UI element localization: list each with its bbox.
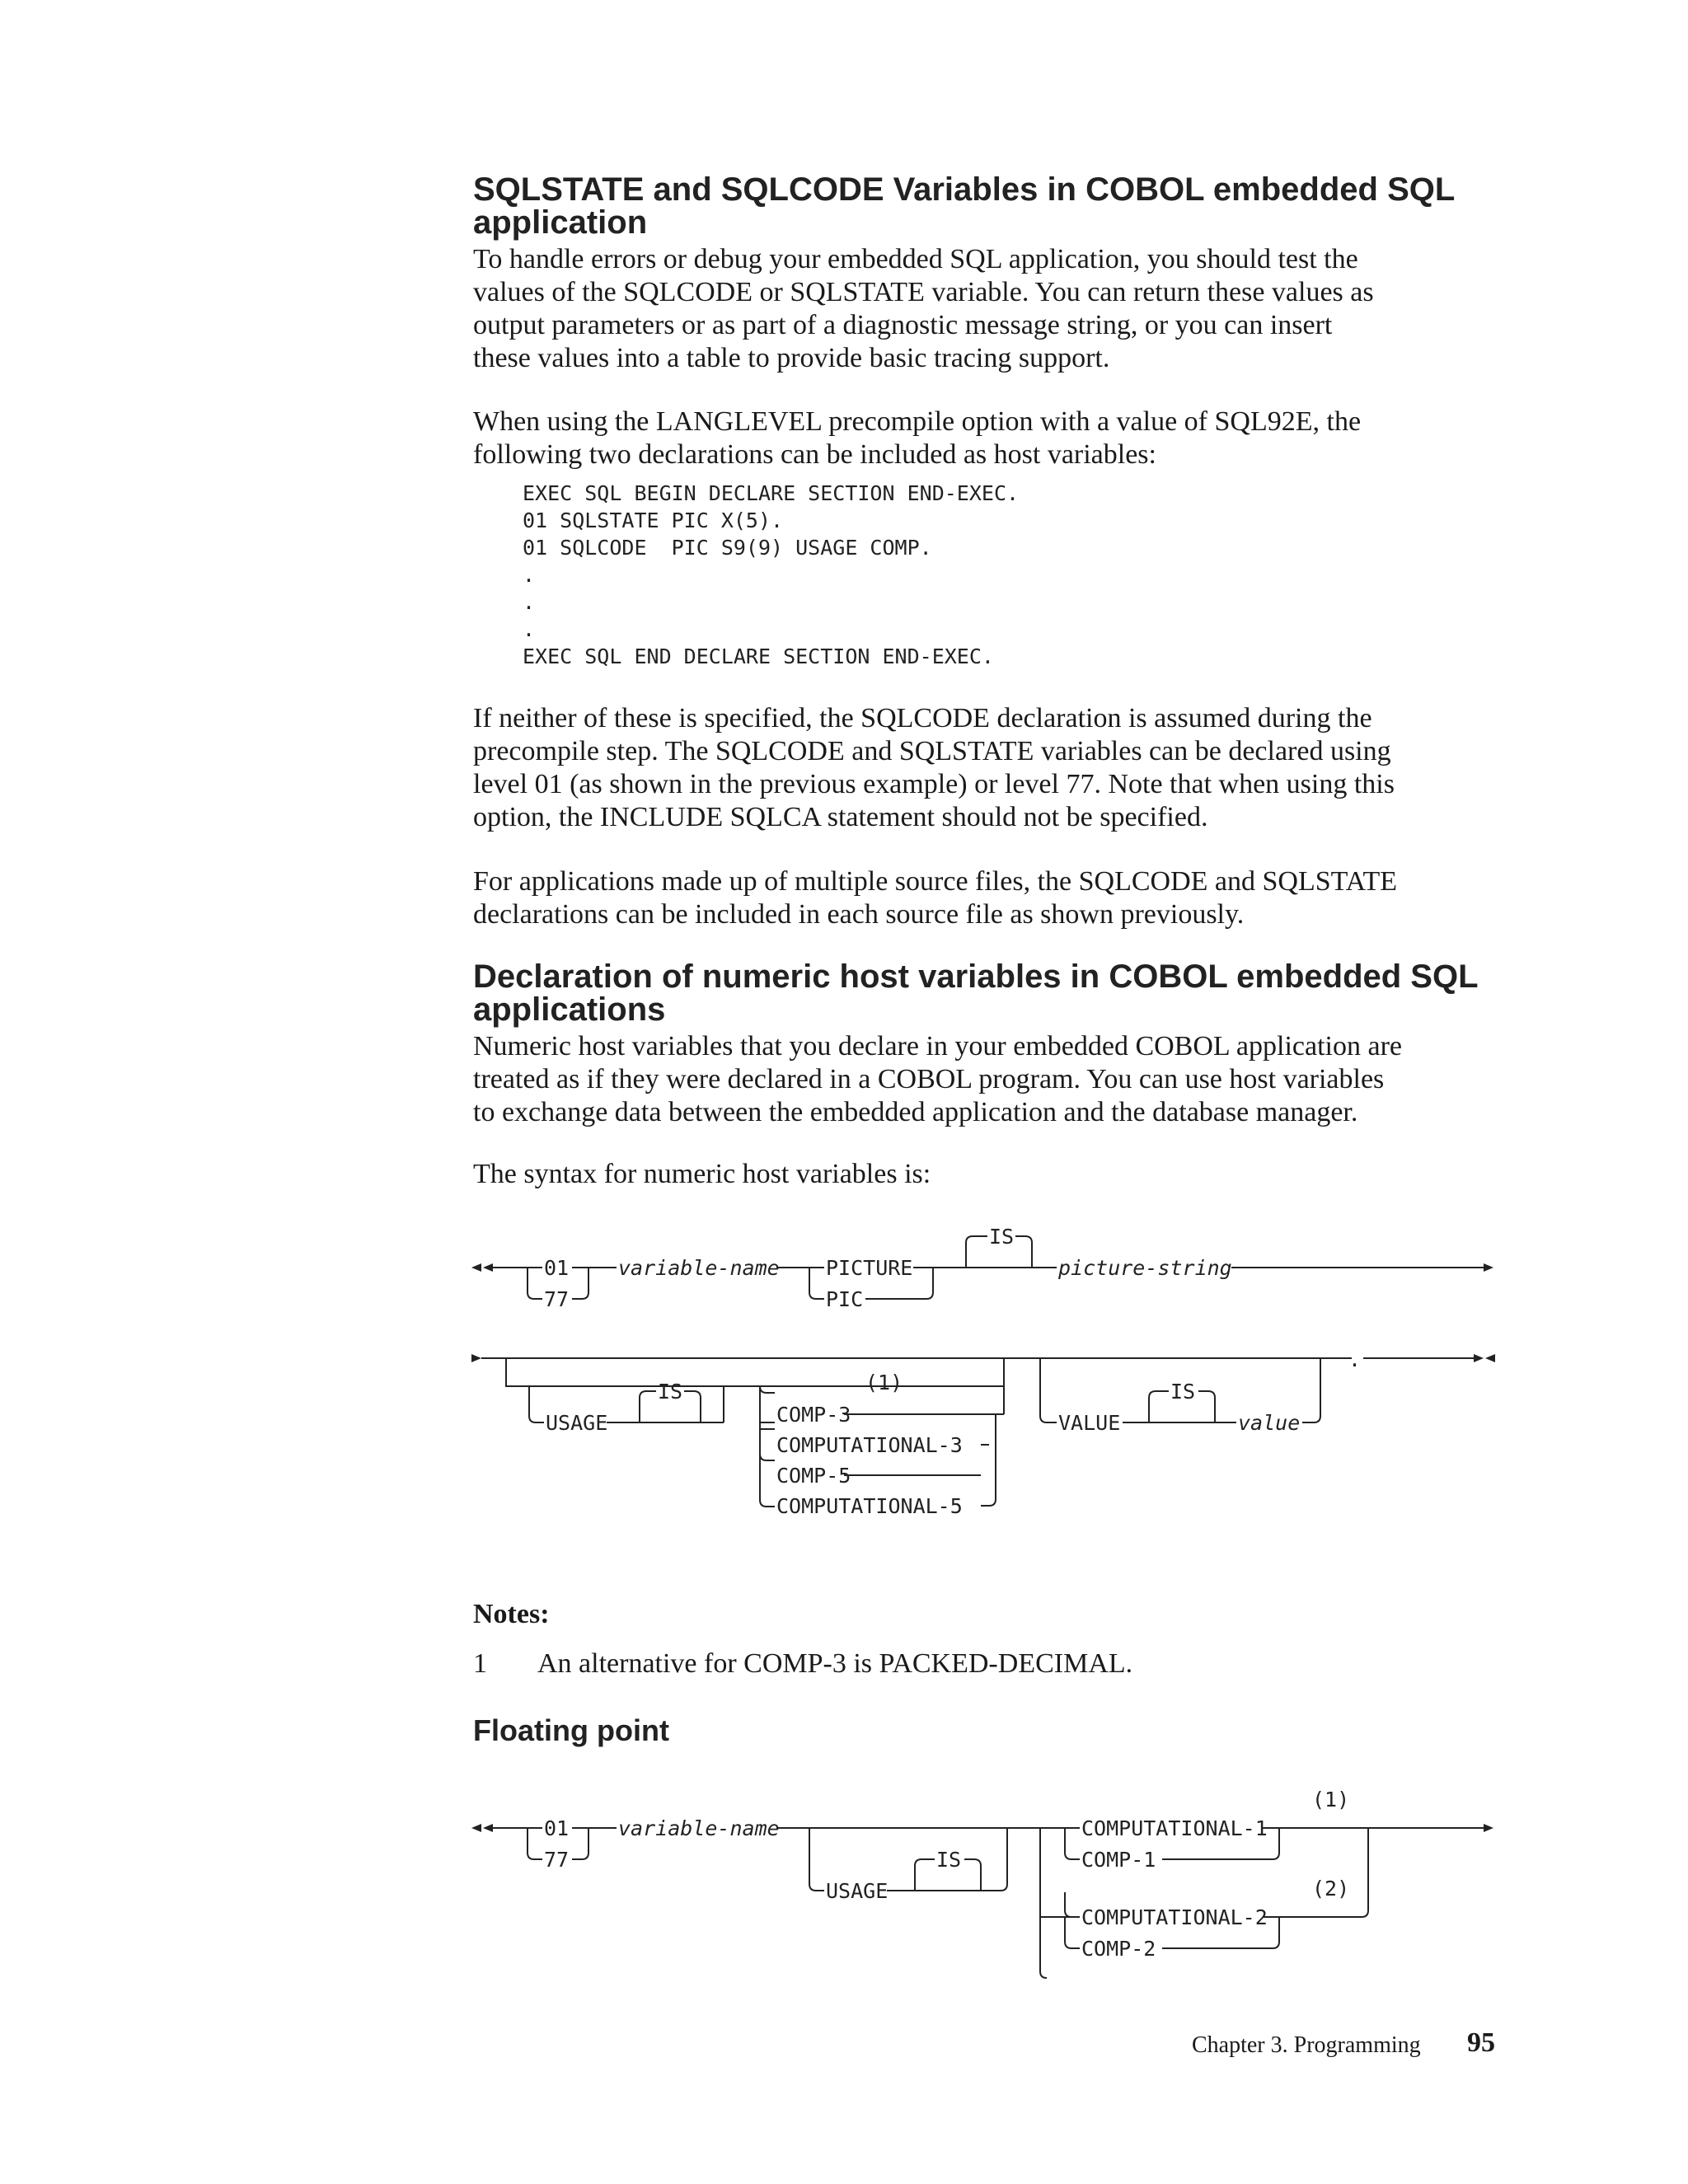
paragraph-multiple-sources [473,865,1503,931]
usage-keyword: USAGE [546,1411,608,1435]
code-line: . [523,563,536,587]
picture-string-label: picture-string [1058,1256,1232,1280]
code-line: . [523,617,536,641]
diagram-start-arrow [483,1824,493,1832]
footer-chapter: Chapter 3. Programming [1192,2032,1421,2058]
is-keyword: IS [658,1380,683,1404]
is-keyword: IS [989,1225,1015,1249]
notes-label: Notes: [473,1599,550,1629]
diagram-end-arrow [1485,1354,1495,1362]
text-line: to exchange data between the embedded application and the database manager. [473,1097,1358,1127]
comp2-keyword: COMP-2 [1081,1937,1156,1961]
computational1-keyword: COMPUTATIONAL-1 [1081,1816,1268,1840]
value-variable-label: value [1238,1411,1301,1435]
computational5-keyword: COMPUTATIONAL-5 [776,1494,963,1518]
text-line: following two declarations can be included as host variables: [473,439,1156,470]
computational3-keyword: COMPUTATIONAL-3 [776,1433,963,1457]
diagram-end-arrow [1474,1354,1484,1362]
pic-keyword: PIC [826,1287,864,1311]
text-line: treated as if they were declared in a COBOL program. You can use host variables [473,1064,1385,1094]
text-line: precompile step. The SQLCODE and SQLSTATE variables can be declared using [473,736,1391,766]
diagram-continuation-arrow [471,1354,481,1362]
text-line: To handle errors or debug your embedded SQL application, you should test the [473,244,1358,274]
text-line: If neither of these is specified, the SQLCODE declaration is assumed during the [473,703,1372,733]
text-line: option, the INCLUDE SQLCA statement should not be specified. [473,802,1208,832]
code-line: 01 SQLCODE PIC S9(9) USAGE COMP. [523,536,932,560]
section-title-sqlstate [473,173,1455,239]
level-01-label: 01 [544,1256,570,1280]
diagram-start-arrow [471,1263,481,1272]
usage-keyword: USAGE [826,1879,889,1903]
comp3-keyword: COMP-3 [776,1403,851,1427]
text-line: When using the LANGLEVEL precompile option with a value of SQL92E, the [473,406,1362,437]
is-keyword: IS [1170,1380,1196,1404]
paragraph-numeric-intro [473,1030,1503,1129]
level-77-label: 77 [544,1287,570,1311]
code-line: 01 SQLSTATE PIC X(5). [523,509,784,532]
section-title-line: SQLSTATE and SQLCODE Variables in COBOL embedded SQL [473,171,1456,208]
variable-name-label: variable-name [618,1256,780,1280]
note-ref-1: (1) [865,1371,903,1394]
text-line: values of the SQLCODE or SQLSTATE variable. You can return these values as [473,277,1374,307]
picture-keyword: PICTURE [826,1256,913,1280]
section-title-numeric-host-variables [473,960,1479,1026]
note-ref-2: (2) [1312,1877,1350,1900]
period-terminator: . [1348,1347,1362,1371]
is-keyword: IS [936,1848,962,1872]
text-line: output parameters or as part of a diagnostic message string, or you can insert [473,310,1333,340]
code-line: EXEC SQL END DECLARE SECTION END-EXEC. [523,644,994,668]
note-ref-1: (1) [1312,1788,1350,1811]
section-title-floating-point: Floating point [473,1713,669,1747]
comp5-keyword: COMP-5 [776,1464,851,1488]
text-line: declarations can be included in each source file as shown previously. [473,899,1245,930]
syntax-diagram-numeric [0,1220,1688,1549]
diagram-start-arrow [471,1824,481,1832]
section-title-line: application [473,204,648,241]
text-line: level 01 (as shown in the previous example) or level 77. Note that when using this [473,769,1395,799]
note-number: 1 [473,1648,487,1679]
syntax-diagram-floating-point [0,1780,1688,1978]
comp1-keyword: COMP-1 [1081,1848,1156,1872]
diagram-continue-arrow [1484,1263,1493,1272]
text-line: Numeric host variables that you declare in your embedded COBOL application are [473,1031,1402,1062]
text-line: these values into a table to provide basic tracing support. [473,343,1110,373]
page-number: 95 [1467,2027,1495,2058]
paragraph-syntax-intro [473,1158,1503,1191]
paragraph-error-handling [473,243,1503,375]
level-01-label: 01 [544,1816,570,1840]
diagram-continue-arrow [1484,1824,1493,1832]
computational2-keyword: COMPUTATIONAL-2 [1081,1905,1268,1929]
note-item [473,1648,1132,1680]
code-block-declarations [523,480,1019,670]
section-title-line: applications [473,991,666,1028]
text-line: For applications made up of multiple source files, the SQLCODE and SQLSTATE [473,866,1397,897]
level-77-label: 77 [544,1848,570,1872]
variable-name-label: variable-name [618,1816,780,1840]
note-text: An alternative for COMP-3 is PACKED-DECIMAL. [537,1648,1133,1679]
value-keyword: VALUE [1058,1411,1121,1435]
paragraph-langlevel [473,405,1503,471]
paragraph-sqlcode-default [473,702,1503,834]
diagram-start-arrow [483,1263,493,1272]
section-title-line: Declaration of numeric host variables in COBOL embedded SQL [473,958,1479,995]
code-line: . [523,590,536,614]
text-line: The syntax for numeric host variables is: [473,1159,931,1189]
code-line: EXEC SQL BEGIN DECLARE SECTION END-EXEC. [523,481,1020,505]
